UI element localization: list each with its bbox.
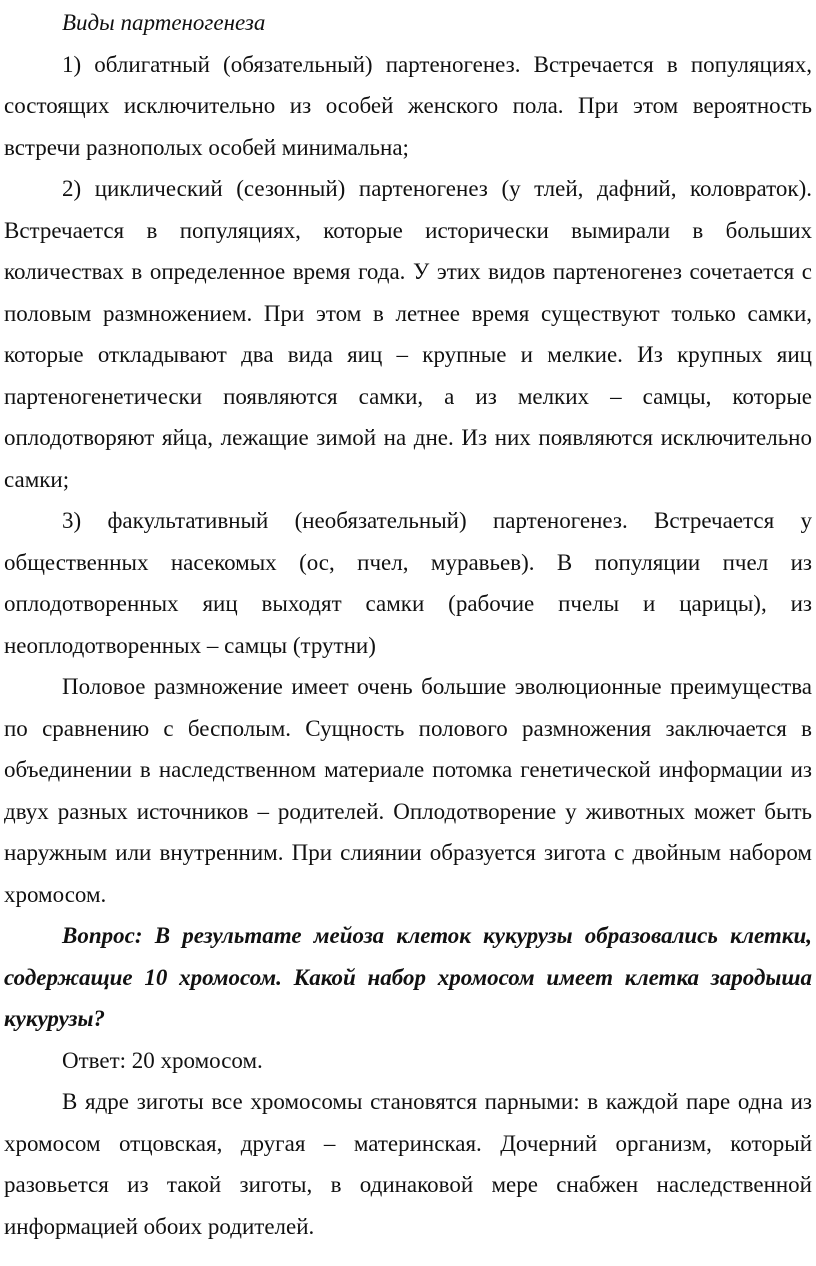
explanation-text: В ядре зиготы все хромосомы становятся парными: в каждой паре одна из хромосом отцовская, другая – материнская. Дочерний организм, который разовьется из такой зиготы, в одинаковой мере снабжен наследственной информацией обоих родителей. <box>4 1089 812 1239</box>
paragraph-facultative: 3) факультативный (необязательный) партеногенез. Встречается у общественных насекомых (ос, пчел, муравьев). В популяции пчел из оплодотворенных яиц выходят самки (рабочие пчелы и царицы), из неоплодотворенных – самцы (трутни) <box>4 508 812 658</box>
paragraph-sexual-reproduction: Половое размножение имеет очень большие эволюционные преимущества по сравнению с бесполым. Сущность полового размножения заключается в объединении в наследственном материале потомка генетической информации из двух разных источников – родителей. Оплодотворение у животных может быть наружным или внутренним. При слиянии образуется зигота с двойным набором хромосом. <box>4 674 812 907</box>
paragraph-cyclic: 2) циклический (сезонный) партеногенез (у тлей, дафний, коловраток). Встречается в популяциях, которые исторически вымирали в больших количествах в определенное время года. У этих видов партеногенез сочетается с половым размножением. При этом в летнее время существуют только самки, которые откладывают два вида яиц – крупные и мелкие. Из крупных яиц партеногенетически появляются самки, а из мелких – самцы, которые оплодотворяют яйца, лежащие зимой на дне. Из них появляются исключительно самки; <box>4 176 812 492</box>
question-text: Вопрос: В результате мейоза клеток кукурузы образовались клетки, содержащие 10 хромосом. Какой набор хромосом имеет клетка зародыша кукурузы? <box>4 923 812 1031</box>
section-heading: Виды партеногенеза <box>62 10 266 35</box>
paragraph-obligate: 1) облигатный (обязательный) партеногенез. Встречается в популяциях, состоящих исключительно из особей женского пола. При этом вероятность встречи разнополых особей минимальна; <box>4 51 812 160</box>
answer-text: Ответ: 20 хромосом. <box>62 1047 263 1073</box>
